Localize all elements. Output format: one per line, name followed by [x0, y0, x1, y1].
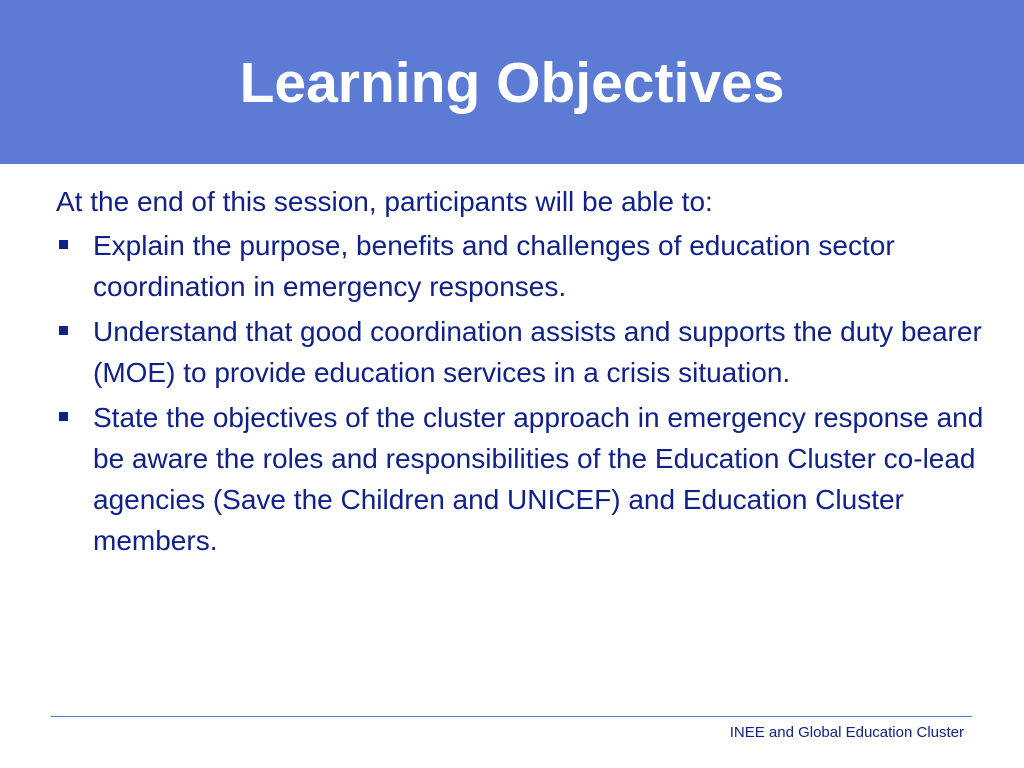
- title-band: [0, 0, 1024, 164]
- objective-text: Explain the purpose, benefits and challenges of education sector coordination in emergency responses.: [93, 230, 895, 302]
- objective-text: State the objectives of the cluster approach in emergency response and be aware the roles and responsibilities of the Education Cluster co-lead agencies (Save the Children and UNICEF) and Education Cluster members.: [93, 402, 984, 556]
- objective-item: [56, 397, 986, 561]
- objective-item: [56, 311, 986, 393]
- slide-body: [56, 183, 986, 565]
- square-bullet-icon: [59, 326, 68, 335]
- slide-title: Learning Objectives: [239, 51, 785, 115]
- objective-text: Understand that good coordination assists and supports the duty bearer (MOE) to provide education services in a crisis situation.: [93, 316, 982, 388]
- square-bullet-icon: [59, 412, 68, 421]
- footer-text: INEE and Global Education Cluster: [729, 724, 964, 741]
- footer-divider: [51, 716, 972, 717]
- objective-item: [56, 225, 986, 307]
- objectives-list: [56, 225, 986, 561]
- intro-text: At the end of this session, participants will be able to:: [56, 186, 713, 217]
- square-bullet-icon: [59, 240, 68, 249]
